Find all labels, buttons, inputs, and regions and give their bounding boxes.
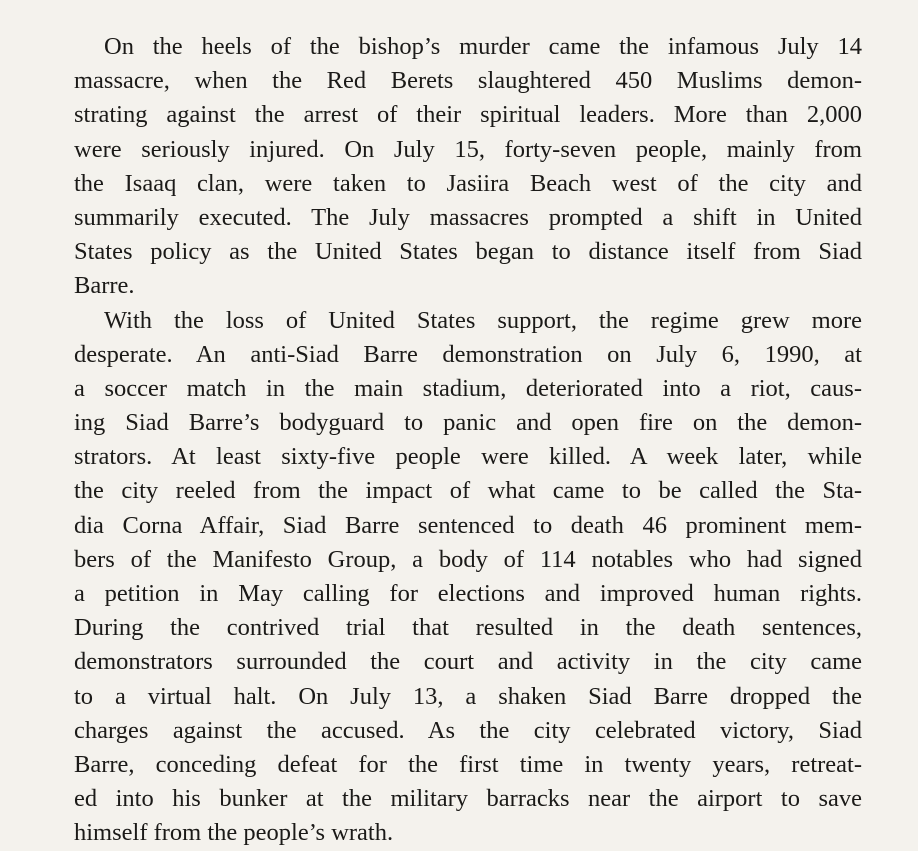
- text-line: dia Corna Affair, Siad Barre sentenced to death 46 prominent mem-: [74, 511, 862, 539]
- document-page: [74, 30, 862, 851]
- paragraph-2: [74, 304, 862, 851]
- text-line: During the contrived trial that resulted in the death sentences,: [74, 614, 862, 642]
- text-line: massacre, when the Red Berets slaughtered 450 Muslims demon-: [74, 67, 862, 95]
- text-line: a soccer match in the main stadium, deteriorated into a riot, caus-: [74, 374, 862, 402]
- text-line: With the loss of United States support, the regime grew more: [104, 306, 862, 334]
- text-line: ing Siad Barre’s bodyguard to panic and open fire on the demon-: [74, 409, 862, 437]
- text-line: were seriously injured. On July 15, forty-seven people, mainly from: [74, 135, 862, 163]
- text-line: the Isaaq clan, were taken to Jasiira Beach west of the city and: [74, 169, 862, 197]
- text-line: to a virtual halt. On July 13, a shaken Siad Barre dropped the: [74, 682, 862, 710]
- text-line: On the heels of the bishop’s murder came the infamous July 14: [104, 33, 862, 60]
- text-line: strating against the arrest of their spiritual leaders. More than 2,000: [74, 101, 862, 129]
- text-line: States policy as the United States began to distance itself from Siad: [74, 238, 862, 266]
- text-line: the city reeled from the impact of what came to be called the Sta-: [74, 477, 862, 505]
- text-line: desperate. An anti-Siad Barre demonstration on July 6, 1990, at: [74, 340, 862, 368]
- text-line: Barre.: [74, 272, 135, 300]
- text-line: ed into his bunker at the military barracks near the airport to save: [74, 785, 862, 813]
- paragraph-1: [74, 30, 862, 304]
- text-line: summarily executed. The July massacres prompted a shift in United: [74, 203, 862, 231]
- text-line: bers of the Manifesto Group, a body of 114 notables who had signed: [74, 545, 862, 573]
- text-line: charges against the accused. As the city celebrated victory, Siad: [74, 716, 862, 744]
- text-line: himself from the people’s wrath.: [74, 819, 394, 847]
- text-line: strators. At least sixty-five people were killed. A week later, while: [74, 443, 862, 471]
- text-line: demonstrators surrounded the court and activity in the city came: [74, 648, 862, 676]
- text-line: a petition in May calling for elections and improved human rights.: [74, 580, 862, 607]
- text-line: Barre, conceding defeat for the first time in twenty years, retreat-: [74, 750, 862, 778]
